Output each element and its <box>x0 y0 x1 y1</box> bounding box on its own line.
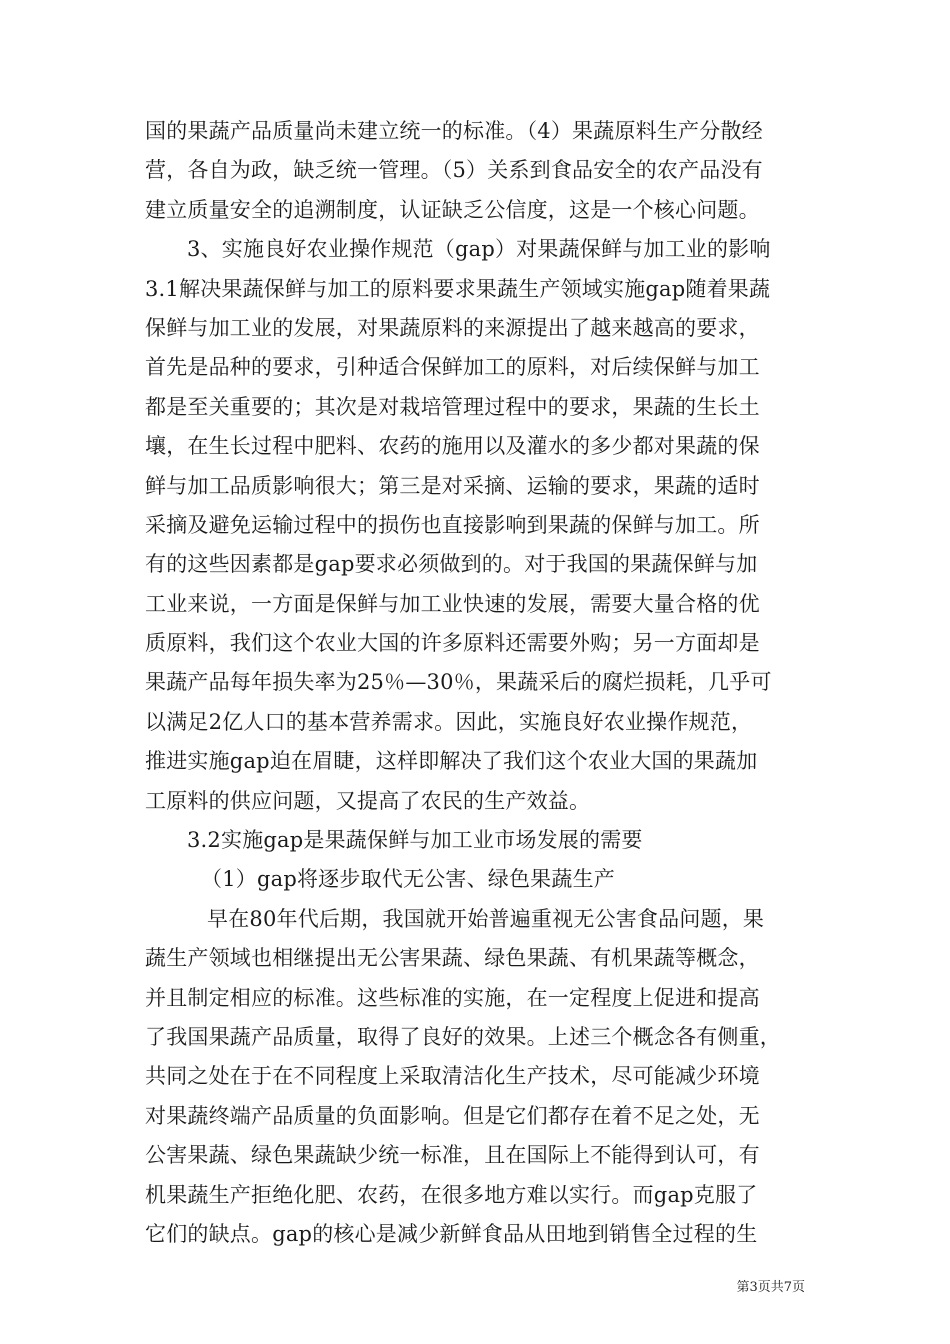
text-line: 都是至关重要的；其次是对栽培管理过程中的要求，果蔬的生长土 <box>145 394 760 419</box>
text-line: 壤，在生长过程中肥料、农药的施用以及灌水的多少都对果蔬的保 <box>145 434 760 459</box>
text-line: 有的这些因素都是gap要求必须做到的。对于我国的果蔬保鲜与加 <box>145 552 758 577</box>
text-line: 共同之处在于在不同程度上采取清洁化生产技术，尽可能减少环境 <box>145 1064 760 1089</box>
text-line: 并且制定相应的标准。这些标准的实施，在一定程度上促进和提高 <box>145 985 760 1010</box>
text-line: 建立质量安全的追溯制度，认证缺乏公信度，这是一个核心问题。 <box>145 197 760 222</box>
text-line: 鲜与加工品质影响很大；第三是对采摘、运输的要求，果蔬的适时 <box>145 473 760 498</box>
paragraph-first-line: 早在80年代后期，我国就开始普遍重视无公害食品问题，果 <box>207 906 765 931</box>
subsection-heading: 3.2实施gap是果蔬保鲜与加工业市场发展的需要 <box>187 828 643 853</box>
text-line: 蔬生产领域也相继提出无公害果蔬、绿色果蔬、有机果蔬等概念， <box>145 946 760 971</box>
text-line: 首先是品种的要求，引种适合保鲜加工的原料，对后续保鲜与加工 <box>145 355 760 380</box>
text-line: 推进实施gap迫在眉睫，这样即解决了我们这个农业大国的果蔬加 <box>145 749 758 774</box>
text-line: 果蔬产品每年损失率为25％—30％，果蔬采后的腐烂损耗，几乎可 <box>145 670 772 695</box>
text-line: 采摘及避免运输过程中的损伤也直接影响到果蔬的保鲜与加工。所 <box>145 512 760 537</box>
text-line: 质原料，我们这个农业大国的许多原料还需要外购；另一方面却是 <box>145 631 760 656</box>
text-line: 工原料的供应问题，又提高了农民的生产效益。 <box>145 788 591 813</box>
text-line: 公害果蔬、绿色果蔬缺少统一标准，且在国际上不能得到认可，有 <box>145 1143 760 1168</box>
body-text <box>145 112 815 1254</box>
text-line: 它们的缺点。gap的核心是减少新鲜食品从田地到销售全过程的生 <box>145 1221 758 1246</box>
text-line: 了我国果蔬产品质量，取得了良好的效果。上述三个概念各有侧重， <box>145 1024 781 1049</box>
text-line: 国的果蔬产品质量尚未建立统一的标准。（4）果蔬原料生产分散经 <box>145 119 763 143</box>
text-line: 营，各自为政，缺乏统一管理。（5）关系到食品安全的农产品没有 <box>145 158 763 183</box>
subsection-heading: （1）gap将逐步取代无公害、绿色果蔬生产 <box>201 867 615 892</box>
text-line: 对果蔬终端产品质量的负面影响。但是它们都存在着不足之处，无 <box>145 1103 760 1128</box>
text-line: 工业来说，一方面是保鲜与加工业快速的发展，需要大量合格的优 <box>145 591 760 616</box>
text-line: 机果蔬生产拒绝化肥、农药，在很多地方难以实行。而gap克服了 <box>145 1182 758 1207</box>
section-heading: 3、实施良好农业操作规范（gap）对果蔬保鲜与加工业的影响 <box>187 237 771 262</box>
text-line: 以满足2亿人口的基本营养需求。因此，实施良好农业操作规范， <box>145 709 753 734</box>
page-number: 第3页共7页 <box>736 1280 805 1295</box>
text-line: 3.1解决果蔬保鲜与加工的原料要求果蔬生产领域实施gap随着果蔬 <box>145 276 771 301</box>
text-line: 保鲜与加工业的发展，对果蔬原料的来源提出了越来越高的要求， <box>145 315 760 340</box>
